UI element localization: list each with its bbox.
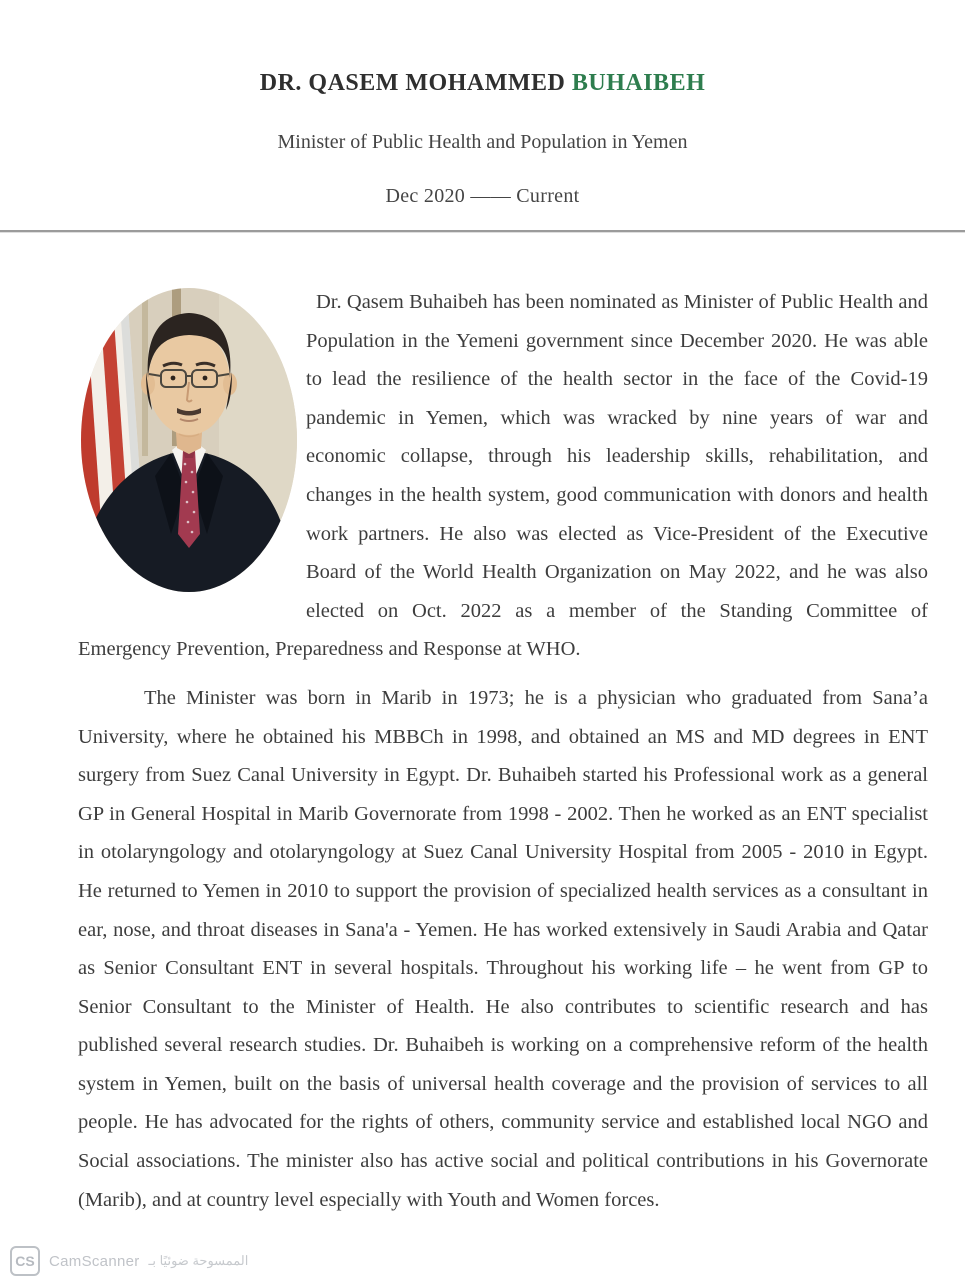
bio-paragraph-2: The Minister was born in Marib in 1973; he is a physician who graduated from Sana’a University, where he obtained his MBBCh in 1998, and obtained an MS and MD degrees in ENT surgery from Suez Canal University in Egypt. Dr. Buhaibeh started his Professional work as a general GP in General Hospital in Marib Governorate from 1998 - 2002. Then he worked as an ENT specialist in otolaryngology and otolaryngology at Suez Canal University Hospital from 2005 - 2010 in Egypt. He returned to Yemen in 2010 to support the provision of specialized health services as a consultant in ear, nose, and throat diseases in Sana'a - Yemen. He has worked extensively in Saudi Arabia and Qatar as Senior Consultant ENT in several hospitals. Throughout his working life – he went from GP to Senior Consultant to the Minister of Health. He also contributes to scientific research and has published several research studies. Dr. Buhaibeh is working on a comprehensive reform of the health system in Yemen, built on the basis of universal health coverage and the provision of services to all people. He has advocated for the rights of others, community service and established local NGO and Social associations. The minister also has active social and political contributions in his Governorate (Marib), and at country level especially with Youth and Women forces. [78,686,928,1211]
title-text: DR. QASEM MOHAMMED [259,70,572,96]
bio-paragraph-1: Dr. Qasem Buhaibeh has been nominated as Minister of Public Health and Population in the Yemeni government since December 2020. He was able to lead the resilience of the health sector in the face of the Covid-19 pandemic in Yemen, which was wracked by nine years of war and economic collapse, through his leadership skills, rehabilitation, and changes in the health system, good communication with donors and health work partners. He also was elected as Vice-President of the Executive Board of the World Health Organization on May 2022, and he was also elected on Oct. 2022 as a member of the Standing Committee of Emergency Prevention, Preparedness and Response at WHO. [78,291,928,661]
role-subtitle: Minister of Public Health and Population in Yemen [277,131,688,153]
biography-content [0,233,965,1219]
portrait-illustration [78,286,300,594]
document-header [0,0,965,208]
title-highlight: BUHAIBEH [571,70,706,96]
portrait-photo [78,286,300,594]
camscanner-label: CamScanner [49,1252,140,1270]
tenure-period: Dec 2020 —— Current [385,185,580,207]
cs-logo: CS [10,1246,40,1276]
arabic-scanned-label: الممسوحة ضوئيًا بـ [148,1253,249,1268]
camscanner-watermark [10,1246,248,1276]
page-title [0,70,965,97]
